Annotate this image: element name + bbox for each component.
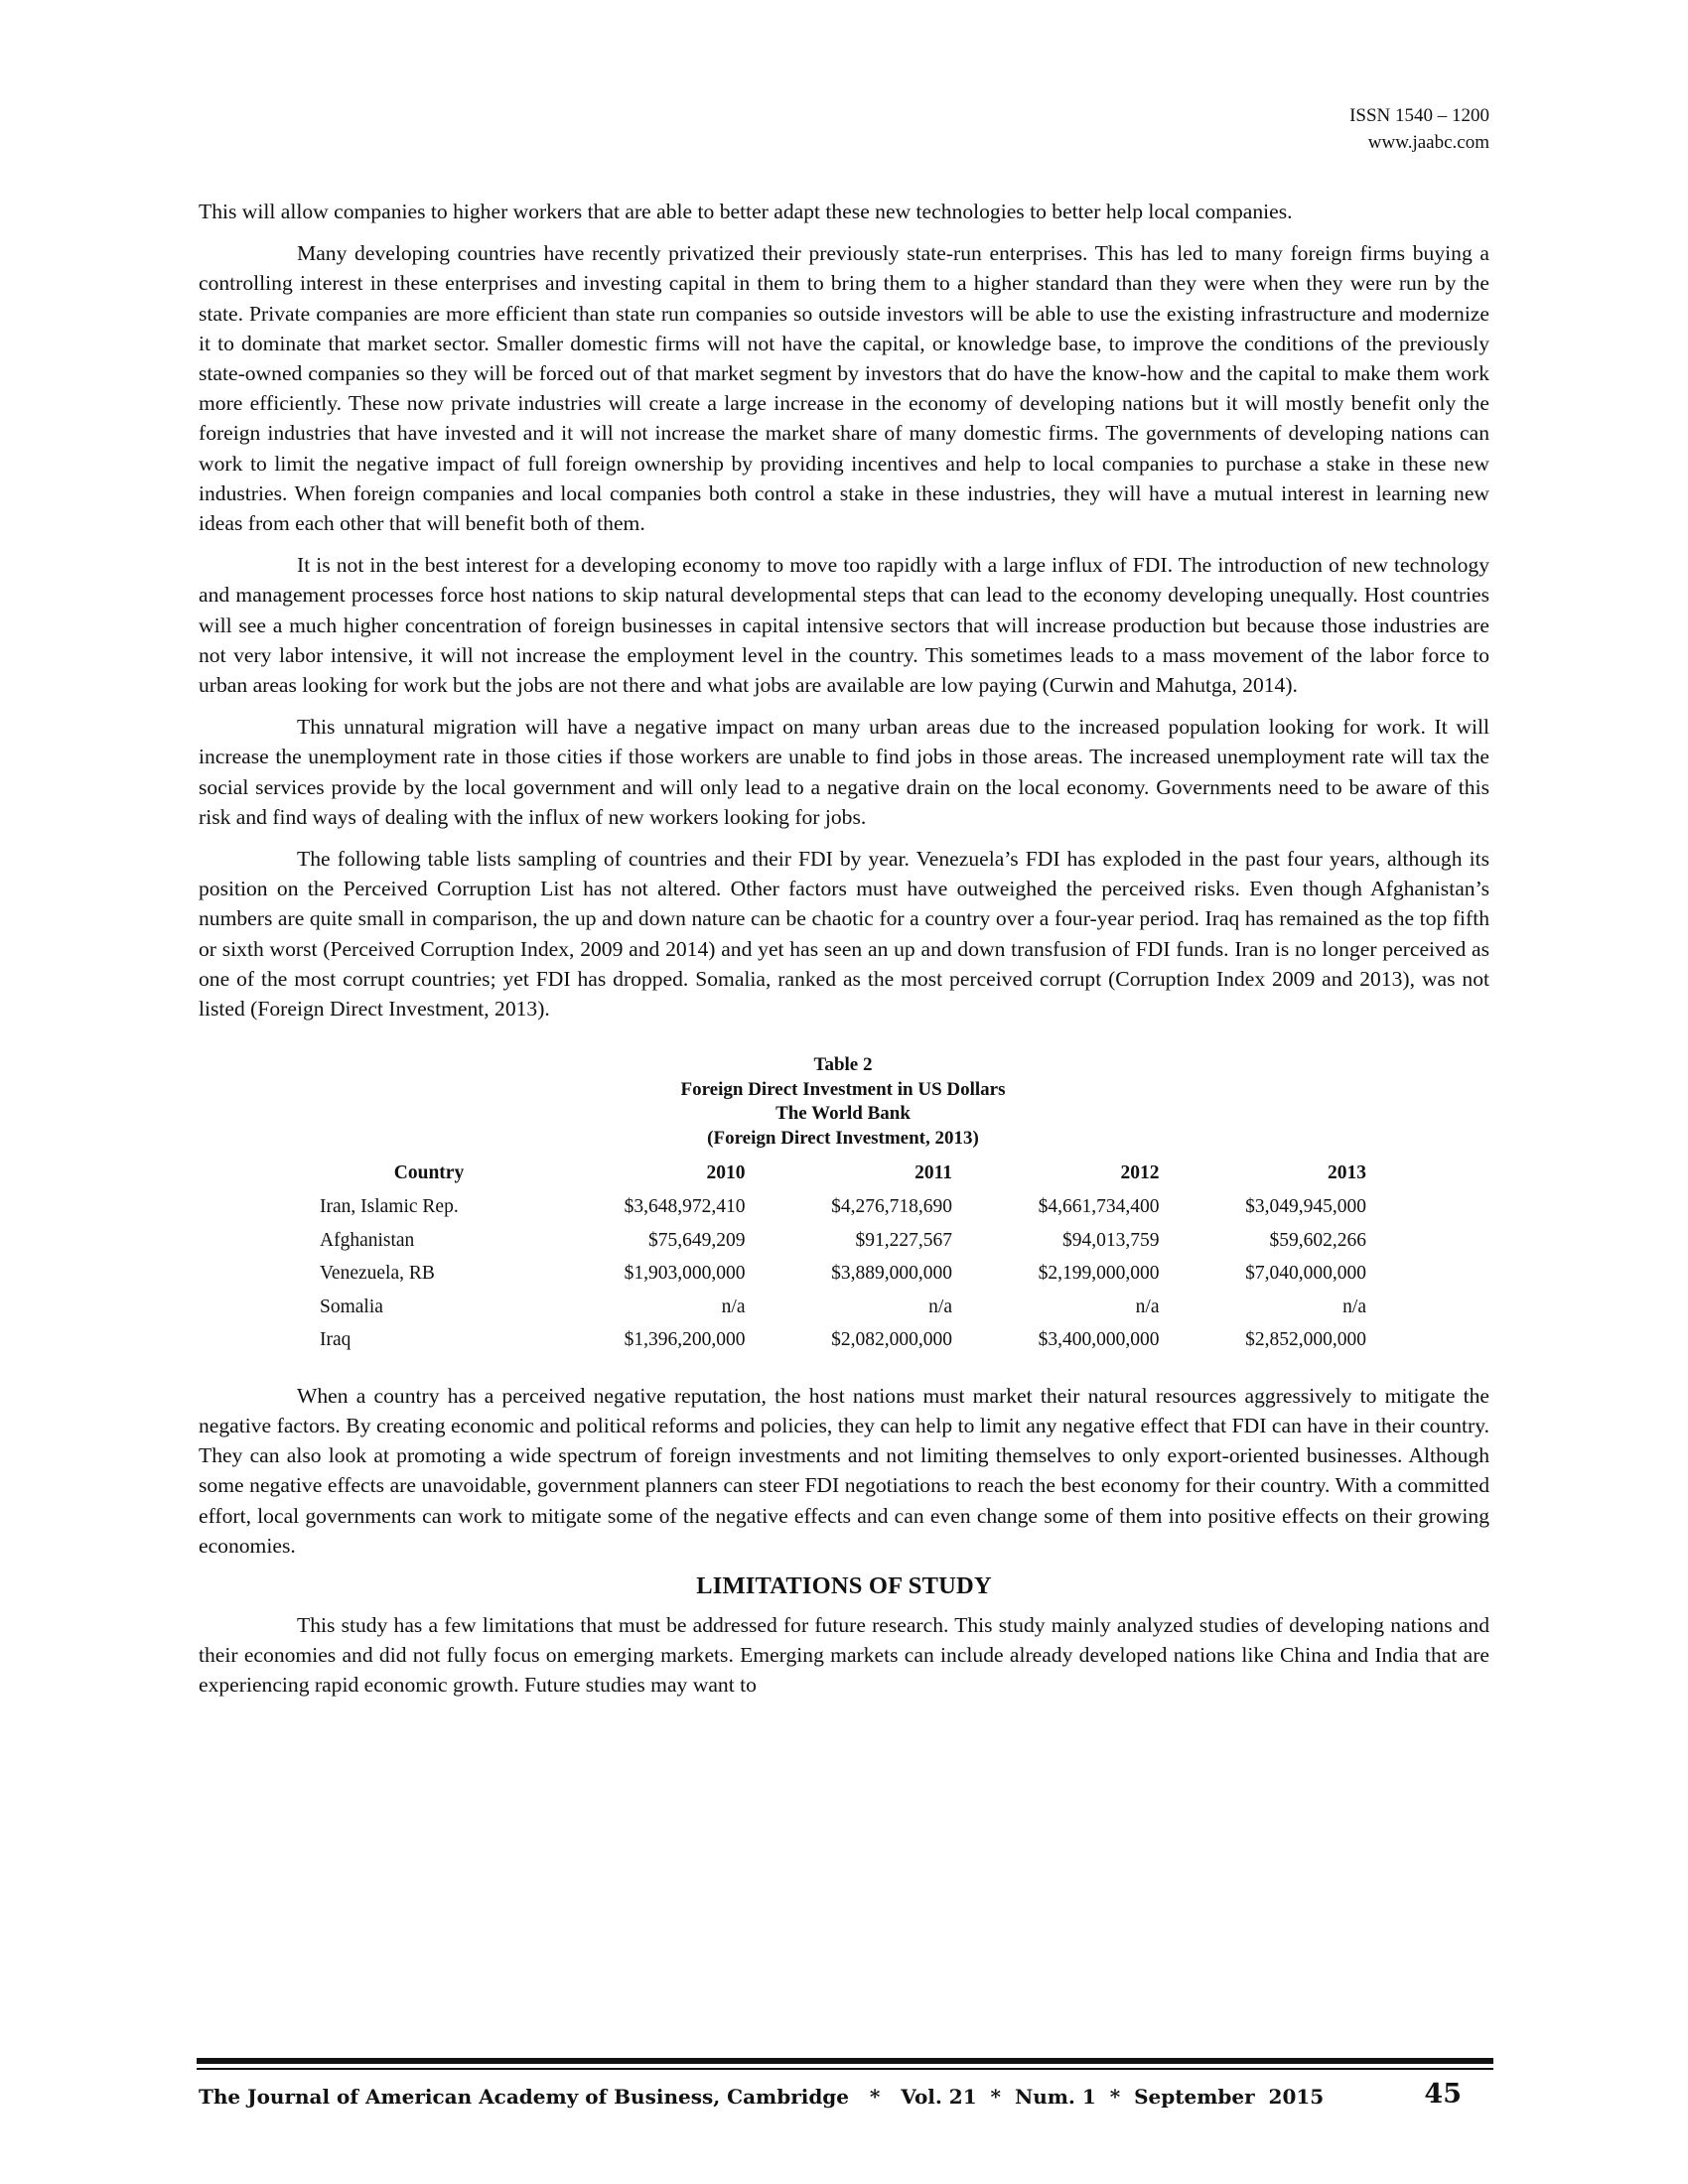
page-header [1349,102,1489,156]
value-cell: $4,276,718,690 [831,1196,952,1218]
table-title: Foreign Direct Investment in US Dollars [680,1078,1006,1100]
table-source: The World Bank [775,1103,911,1125]
value-cell: n/a [928,1296,952,1317]
country-cell: Somalia [320,1296,383,1317]
column-header-2013: 2013 [1328,1162,1366,1184]
page-number: 45 [1424,2079,1462,2110]
table-caption [320,1053,1366,1151]
paragraph: This will allow companies to higher workers that are able to better adapt these new technologies to better help local companies. [199,200,1293,223]
section-heading: LIMITATIONS OF STUDY [696,1572,992,1599]
value-cell: $3,889,000,000 [831,1263,952,1285]
value-cell: $4,661,734,400 [1038,1196,1160,1218]
table-row [320,1224,1366,1258]
value-cell: $7,040,000,000 [1245,1263,1366,1285]
country-cell: Iran, Islamic Rep. [320,1196,459,1218]
page-footer [199,2079,1489,2118]
value-cell: $75,649,209 [648,1229,746,1251]
table-header-row [320,1157,1366,1190]
column-header-2011: 2011 [914,1162,952,1184]
table-row [320,1323,1366,1357]
table-row [320,1190,1366,1224]
value-cell: $3,049,945,000 [1245,1196,1366,1218]
value-cell: $1,396,200,000 [624,1329,746,1351]
country-cell: Afghanistan [320,1229,415,1251]
value-cell: $2,199,000,000 [1038,1263,1160,1285]
journal-website: www.jaabc.com [1367,132,1489,153]
fdi-table-block [320,1053,1366,1357]
footer-divider-thick [197,2058,1493,2064]
column-header-country: Country [393,1162,465,1184]
column-header-2010: 2010 [706,1162,746,1184]
issn-number: ISSN 1540 – 1200 [1349,105,1489,126]
table-citation: (Foreign Direct Investment, 2013) [707,1127,979,1149]
footer-divider-thin [197,2068,1493,2070]
table-row [320,1291,1366,1324]
value-cell: $59,602,266 [1269,1229,1366,1251]
country-cell: Iraq [320,1329,352,1351]
country-cell: Venezuela, RB [320,1263,435,1285]
value-cell: $1,903,000,000 [624,1263,746,1285]
paragraph: This study has a few limitations that must be addressed for future research. This study mainly analyzed studies of developing nations and their economies and did not fully focus on emerging markets. Emerging markets can include already developed nations like China and India that are experiencing rapid economic growth. Future studies may want to [199,1613,1489,1698]
value-cell: $3,400,000,000 [1038,1329,1160,1351]
value-cell: $91,227,567 [855,1229,952,1251]
paragraph: It is not in the best interest for a developing economy to move too rapidly with a large influx of FDI. The introduction of new technology and management processes force host nations to skip natural developmental steps that can lead to the economy developing unequally. Host countries will see a much higher concentration of foreign businesses in capital intensive sectors that will increase production but because those industries are not very labor intensive, it will not increase the employment level in the country. This sometimes leads to a mass movement of the labor force to urban areas looking for work but the jobs are not there and what jobs are available are low paying (Curwin and Mahutga, 2014). [199,553,1489,698]
value-cell: $2,852,000,000 [1245,1329,1366,1351]
paragraph: This unnatural migration will have a negative impact on many urban areas due to the increased population looking for work. It will increase the unemployment rate in those cities if those workers are unable to find jobs in those areas. The increased unemployment rate will tax the social services provide by the local government and will only lead to a negative drain on the local economy. Governments need to be aware of this risk and find ways of dealing with the influx of new workers looking for jobs. [199,715,1489,829]
value-cell: n/a [1342,1296,1366,1317]
column-header-2012: 2012 [1120,1162,1160,1184]
value-cell: n/a [721,1296,746,1317]
table-row [320,1257,1366,1291]
table-number: Table 2 [813,1054,873,1076]
paragraph: When a country has a perceived negative reputation, the host nations must market their natural resources aggressively to mitigate the negative factors. By creating economic and political reforms and policies, they can help to limit any negative effect that FDI can have in their country. They can also look at promoting a wide spectrum of foreign investments and not limiting themselves to only export-oriented businesses. Although some negative effects are unavoidable, government planners can steer FDI negotiations to reach the best economy for their country. With a committed effort, local governments can work to mitigate some of the negative effects and can even change some of them into positive effects on their growing economies. [199,1383,1489,1558]
value-cell: $2,082,000,000 [831,1329,952,1351]
paragraph: The following table lists sampling of countries and their FDI by year. Venezuela’s FDI has exploded in the past four years, although its position on the Perceived Corruption List has not altered. Other factors must have outweighed the perceived risks. Even though Afghanistan’s numbers are quite small in comparison, the up and down nature can be chaotic for a country over a four-year period. Iraq has remained as the top fifth or sixth worst (Perceived Corruption Index, 2009 and 2014) and yet has seen an up and down transfusion of FDI funds. Iran is no longer perceived as one of the most corrupt countries; yet FDI has dropped. Somalia, ranked as the most perceived corrupt (Corruption Index 2009 and 2013), was not listed (Foreign Direct Investment, 2013). [199,847,1489,1022]
paragraph: Many developing countries have recently privatized their previously state-run enterprises. This has led to many foreign firms buying a controlling interest in these enterprises and investing capital in them to bring them to a higher standard than they were when they were run by the state. Private companies are more efficient than state run companies so outside investors will be able to use the existing infrastructure and modernize it to dominate that market sector. Smaller domestic firms will not have the capital, or knowledge base, to improve the conditions of the previously state-owned companies so they will be forced out of that market segment by investors that do have the know-how and the capital to make them work more efficiently. These now private industries will create a large increase in the economy of developing nations but it will mostly benefit only the foreign industries that have invested and it will not increase the market share of many domestic firms. The governments of developing nations can work to limit the negative impact of full foreign ownership by providing incentives and help to local companies to purchase a stake in these new industries. When foreign companies and local companies both control a stake in these industries, they will have a mutual interest in learning new ideas from each other that will benefit both of them. [199,241,1489,536]
footer-journal-info: The Journal of American Academy of Business, Cambridge * Vol. 21 * Num. 1 * September 2015 [199,2085,1325,2109]
article-body [199,197,1489,1712]
value-cell: $94,013,759 [1062,1229,1160,1251]
value-cell: $3,648,972,410 [624,1196,746,1218]
value-cell: n/a [1135,1296,1160,1317]
fdi-table [320,1157,1366,1357]
